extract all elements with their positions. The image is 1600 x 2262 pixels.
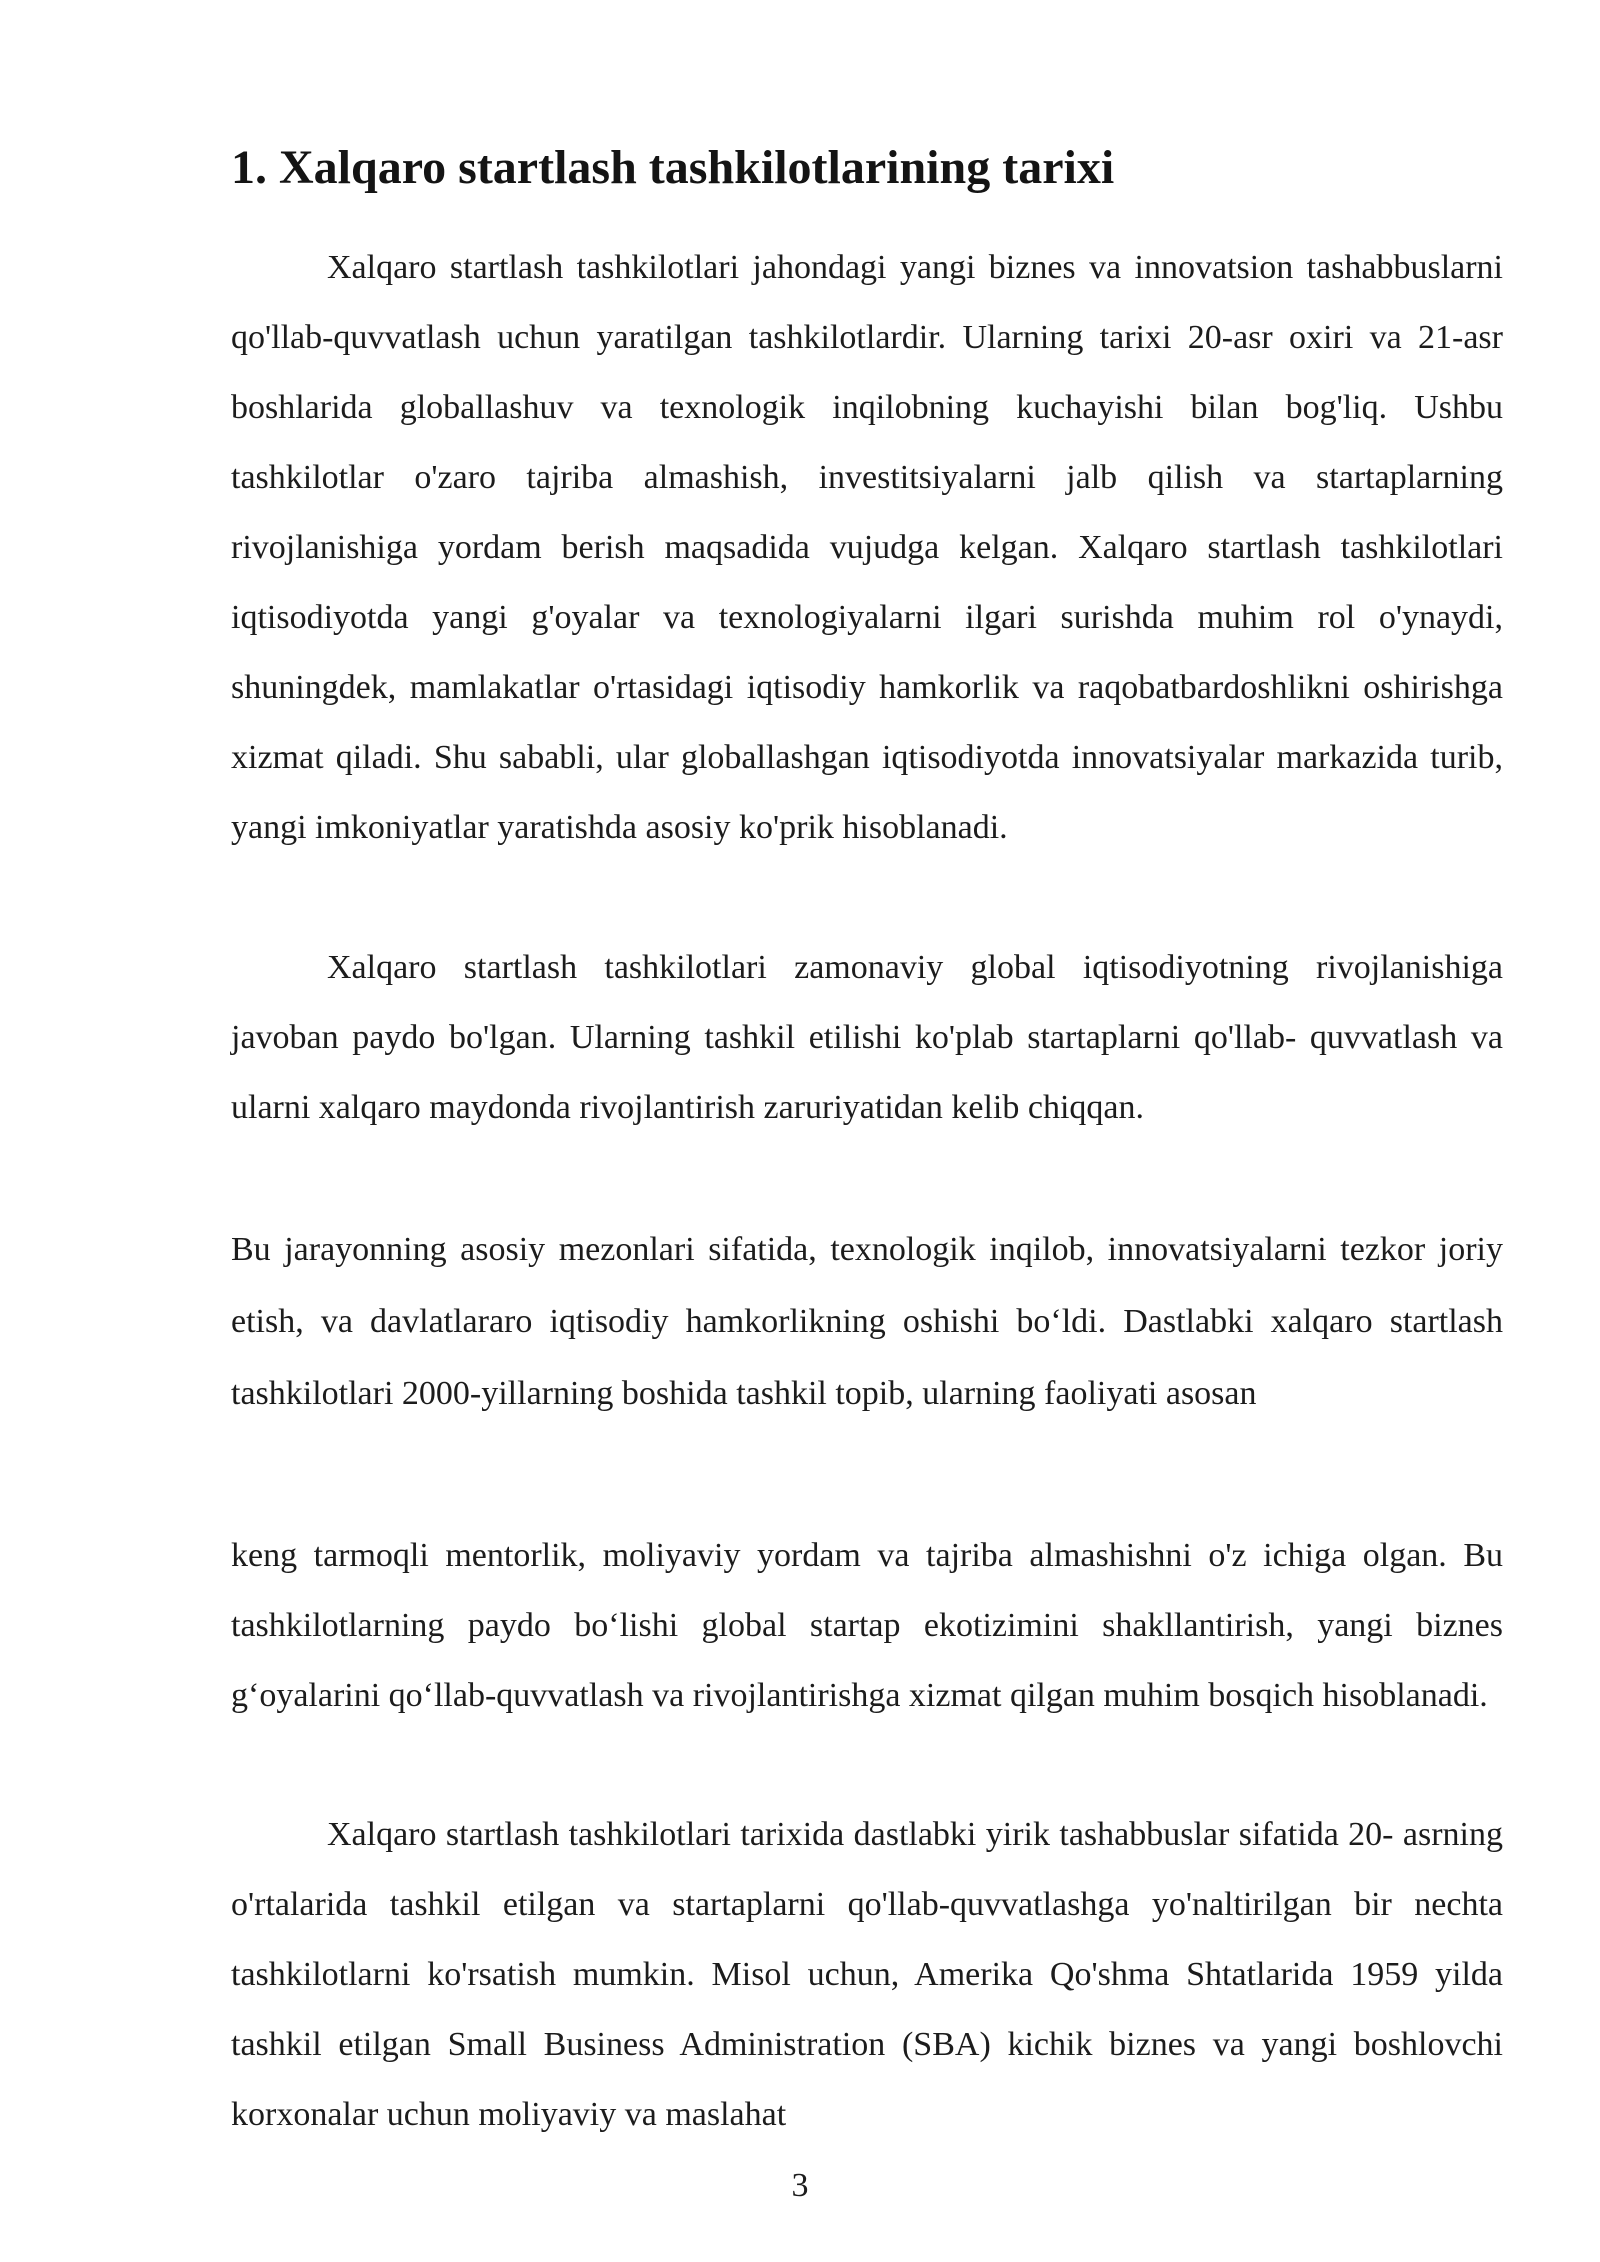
paragraph-2: Xalqaro startlash tashkilotlari zamonaviy global iqtisodiyotning rivojlanishiga javoban paydo bo'lgan. Ularning tashkil etilishi ko'plab startaplarni qo'llab- quvvatlash va ularni xalqaro maydonda rivojlantirish zaruriyatidan kelib chiqqan. <box>231 949 1503 1126</box>
paragraph-3: Bu jarayonning asosiy mezonlari sifatida, texnologik inqilob, innovatsiyalarni tezkor joriy etish, va davlatlararo iqtisodiy hamkorlikning oshishi bo‘ldi. Dastlabki xalqaro startlash tashkilotlari 2000-yillarning boshida tashkil topib, ularning faoliyati asosan <box>231 1231 1503 1412</box>
paragraph-4: keng tarmoqli mentorlik, moliyaviy yordam va tajriba almashishni o'z ichiga olgan. Bu tashkilotlarning paydo bo‘lishi global startap ekotizimini shakllantirish, yangi biznes g‘oyalarini qo‘llab-quvvatlash va rivojlantirishga xizmat qilgan muhim bosqich hisoblanadi. <box>231 1537 1503 1714</box>
paragraph-5: Xalqaro startlash tashkilotlari tarixida dastlabki yirik tashabbuslar sifatida 20- asrning o'rtalarida tashkil etilgan va startaplarni qo'llab-quvvatlashga yo'naltirilgan bir nechta tashkilotlarni ko'rsatish mumkin. Misol uchun, Amerika Qo'shma Shtatlarida 1959 yilda tashkil etilgan Small Business Administration (SBA) kichik biznes va yangi boshlovchi korxonalar uchun moliyaviy va maslahat <box>231 1816 1503 2133</box>
paragraph-1: Xalqaro startlash tashkilotlari jahondagi yangi biznes va innovatsion tashabbuslarni qo'llab-quvvatlash uchun yaratilgan tashkilotlardir. Ularning tarixi 20-asr oxiri va 21-asr boshlarida globallashuv va texnologik inqilobning kuchayishi bilan bog'liq. Ushbu tashkilotlar o'zaro tajriba almashish, investitsiyalarni jalb qilish va startaplarning rivojlanishiga yordam berish maqsadida vujudga kelgan. Xalqaro startlash tashkilotlari iqtisodiyotda yangi g'oyalar va texnologiyalarni ilgari surishda muhim rol o'ynaydi, shuningdek, mamlakatlar o'rtasidagi iqtisodiy hamkorlik va raqobatbardoshlikni oshirishga xizmat qiladi. Shu sababli, ular globallashgan iqtisodiyotda innovatsiyalar markazida turib, yangi imkoniyatlar yaratishda asosiy ko'prik hisoblanadi. <box>231 249 1503 846</box>
page-number: 3 <box>791 2167 809 2204</box>
section-heading: 1. Xalqaro startlash tashkilotlarining tarixi <box>231 141 1115 194</box>
